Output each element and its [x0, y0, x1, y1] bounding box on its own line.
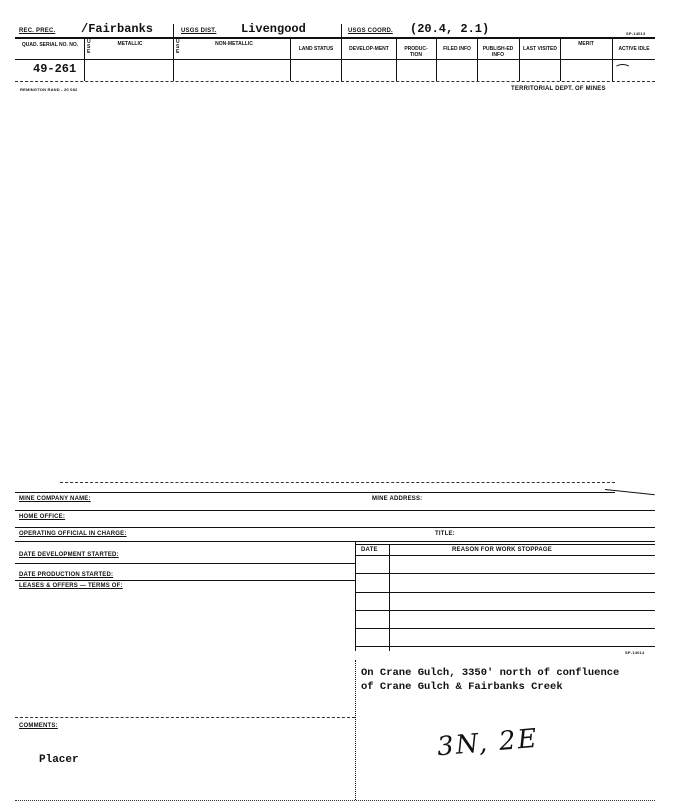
col-published-info: PUBLISH-ED INFO: [482, 46, 514, 58]
home-office-label: HOME OFFICE:: [19, 514, 66, 520]
mine-company-name-label: MINE COMPANY NAME:: [19, 496, 91, 502]
quad-serial-value: 49-261: [33, 62, 77, 76]
col-development: DEVELOP-MENT: [349, 46, 389, 52]
form-number-top: SP-14013: [626, 31, 646, 36]
form-number-bottom: SP-14014: [625, 650, 645, 655]
col-use-2: U S E: [176, 39, 180, 55]
handwritten-note: 3N, 2E: [435, 723, 540, 763]
leases-label: LEASES & OFFERS — TERMS OF:: [19, 583, 123, 589]
col-non-metallic: NON-METALLIC: [215, 41, 253, 47]
col-filed-info: FILED INFO: [443, 46, 471, 52]
operating-official-label: OPERATING OFFICIAL IN CHARGE:: [19, 531, 127, 537]
usgs-dist-value: Livengood: [241, 22, 306, 36]
col-land-status: LAND STATUS: [298, 46, 334, 52]
active-idle-mark: ⁀: [617, 64, 629, 80]
col-merit: MERIT: [578, 41, 594, 47]
mine-address-label: MINE ADDRESS:: [372, 496, 423, 502]
date-col-label: DATE: [361, 547, 378, 553]
col-production: PRODUC-TION: [404, 46, 428, 58]
footer-right: TERRITORIAL DEPT. OF MINES: [511, 86, 606, 92]
location-line-1: On Crane Gulch, 3350' north of confluence: [361, 667, 620, 679]
title-label: TITLE:: [435, 531, 455, 537]
reason-col-label: REASON FOR WORK STOPPAGE: [452, 547, 552, 553]
date-production-label: DATE PRODUCTION STARTED:: [19, 572, 114, 578]
location-line-2: of Crane Gulch & Fairbanks Creek: [361, 681, 563, 693]
rec-prec-label: REC. PREC.: [19, 28, 56, 34]
col-quad-serial: QUAD. SERIAL NO. NO.: [21, 42, 79, 48]
comments-label: COMMENTS:: [19, 723, 58, 729]
col-metallic: METALLIC: [117, 41, 143, 47]
col-last-visited: LAST VISITED: [523, 46, 557, 52]
comments-value: Placer: [39, 754, 79, 766]
footer-left: REMINGTON RAND - 20 082: [20, 87, 78, 92]
usgs-coord-value: (20.4, 2.1): [410, 22, 490, 36]
usgs-dist-label: USGS DIST.: [181, 28, 217, 34]
usgs-coord-label: USGS COORD.: [348, 28, 393, 34]
rec-prec-value: /Fairbanks: [81, 22, 154, 36]
col-active-idle: ACTIVE IDLE: [618, 46, 650, 52]
date-development-label: DATE DEVELOPMENT STARTED:: [19, 552, 119, 558]
col-use-1: U S E: [87, 39, 91, 55]
